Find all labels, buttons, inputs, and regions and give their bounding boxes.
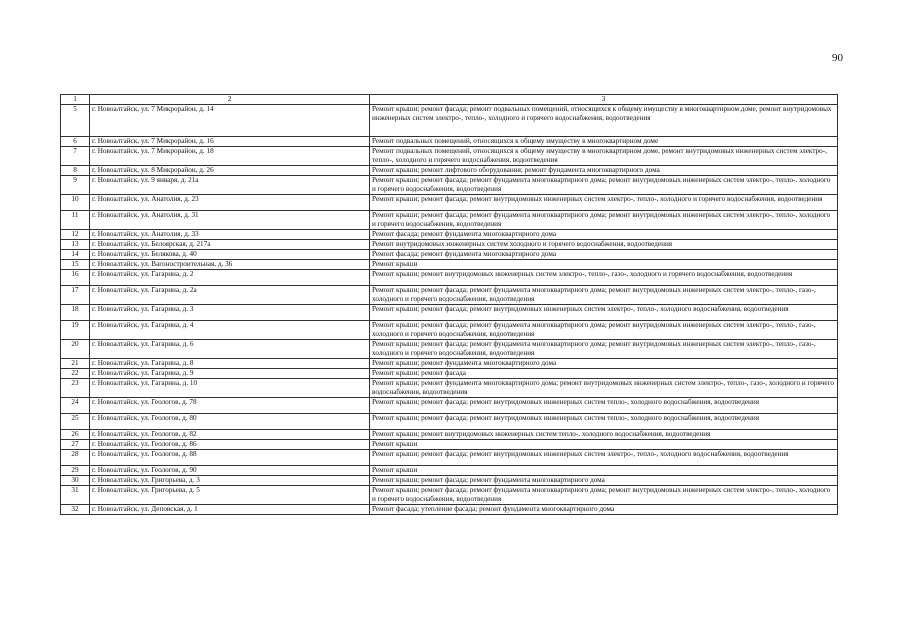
row-works: Ремонт подвальных помещений, относящихся к общему имуществу в многоквартирном доме, ремонт внутридомовых инженерных систем электро-, тепло-, холодного и горячего водоснабжения, водоотведения — [370, 147, 838, 166]
table-row — [61, 270, 838, 286]
table-row — [61, 440, 838, 450]
row-number: 14 — [61, 250, 90, 260]
table-row — [61, 450, 838, 466]
row-address: г. Новоалтайск, ул. Белоярская, д. 217а — [90, 240, 370, 250]
row-number: 12 — [61, 230, 90, 240]
row-number: 6 — [61, 137, 90, 147]
row-address: г. Новоалтайск, ул. Анатолия, д. 33 — [90, 230, 370, 240]
row-works: Ремонт крыши; ремонт фасада; ремонт фундамента многоквартирного дома; ремонт внутридомовых инженерных систем электро-, тепло-, холодного и горячего водоснабжения, водоотведения — [370, 211, 838, 230]
page-number: 90 — [832, 52, 843, 64]
table-row — [61, 305, 838, 321]
table-row — [61, 260, 838, 270]
row-number: 29 — [61, 466, 90, 476]
row-number: 31 — [61, 486, 90, 505]
row-number: 18 — [61, 305, 90, 321]
row-works: Ремонт крыши; ремонт фасада; ремонт внутридомовых инженерных систем электро-, тепло-, холодного водоснабжения, водоотведения — [370, 450, 838, 466]
row-address: г. Новоалтайск, ул. Гагарина, д. 9 — [90, 369, 370, 379]
table-row — [61, 211, 838, 230]
row-address: г. Новоалтайск, ул. 8 Микрорайон, д. 26 — [90, 166, 370, 176]
table-row — [61, 166, 838, 176]
table-row — [61, 379, 838, 398]
row-address: г. Новоалтайск, ул. Анатолия, д. 23 — [90, 195, 370, 211]
row-works: Ремонт крыши; ремонт фасада; ремонт фундамента многоквартирного дома; ремонт внутридомовых инженерных систем электро-, тепло-, холодного и горячего водоснабжения, водоотведения — [370, 176, 838, 195]
table-row — [61, 466, 838, 476]
row-works: Ремонт подвальных помещений, относящихся к общему имуществу в многоквартирном доме — [370, 137, 838, 147]
row-number: 16 — [61, 270, 90, 286]
row-address: г. Новоалтайск, ул. Гагарина, д. 2а — [90, 286, 370, 305]
table-row — [61, 105, 838, 137]
row-works: Ремонт крыши; ремонт фасада; ремонт фундамента многоквартирного дома; ремонт внутридомовых инженерных систем электро-, тепло-, газо-, холодного и горячего водоснабжения, водоотведения — [370, 321, 838, 340]
row-works: Ремонт крыши; ремонт фундамента многоквартирного дома; ремонт внутридомовых инженерных систем электро-, тепло-, газо-, холодного и горячего водоснабжения, водоотведения — [370, 379, 838, 398]
row-works: Ремонт крыши; ремонт фасада; ремонт внутридомовых инженерных систем тепло-, холодного водоснабжения, водоотведения — [370, 414, 838, 430]
row-works: Ремонт крыши; ремонт лифтового оборудования; ремонт фундамента многоквартирного дома — [370, 166, 838, 176]
row-address: г. Новоалтайск, ул. Григорьева, д. 5 — [90, 486, 370, 505]
row-address: г. Новоалтайск, ул. Гагарина, д. 3 — [90, 305, 370, 321]
row-number: 7 — [61, 147, 90, 166]
row-number: 26 — [61, 430, 90, 440]
row-works: Ремонт крыши — [370, 440, 838, 450]
row-number: 19 — [61, 321, 90, 340]
row-address: г. Новоалтайск, ул. Вагоностроительная, д. 36 — [90, 260, 370, 270]
row-number: 10 — [61, 195, 90, 211]
table-row — [61, 176, 838, 195]
table-row — [61, 369, 838, 379]
row-number: 8 — [61, 166, 90, 176]
row-address: г. Новоалтайск, ул. Гагарина, д. 10 — [90, 379, 370, 398]
row-number: 27 — [61, 440, 90, 450]
row-number: 25 — [61, 414, 90, 430]
row-address: г. Новоалтайск, ул. Геологов, д. 86 — [90, 440, 370, 450]
table-row — [61, 147, 838, 166]
row-works: Ремонт крыши — [370, 466, 838, 476]
works-table — [60, 94, 838, 515]
row-address: г. Новоалтайск, ул. Деповская, д. 1 — [90, 505, 370, 515]
row-works: Ремонт крыши — [370, 260, 838, 270]
row-number: 5 — [61, 105, 90, 137]
table-row — [61, 505, 838, 515]
table-row — [61, 250, 838, 260]
row-works: Ремонт крыши; ремонт фасада; ремонт фундамента многоквартирного дома; ремонт внутридомовых инженерных систем электро-, тепло-, газо-, холодного и горячего водоснабжения, водоотведения — [370, 340, 838, 359]
table-row — [61, 359, 838, 369]
row-number: 20 — [61, 340, 90, 359]
table-row — [61, 340, 838, 359]
table-row — [61, 414, 838, 430]
row-address: г. Новоалтайск, ул. Геологов, д. 78 — [90, 398, 370, 414]
row-address: г. Новоалтайск, ул. Гагарина, д. 8 — [90, 359, 370, 369]
row-works: Ремонт крыши; ремонт фасада — [370, 369, 838, 379]
table-row — [61, 230, 838, 240]
table-row — [61, 240, 838, 250]
row-address: г. Новоалтайск, ул. Геологов, д. 88 — [90, 450, 370, 466]
header-cell-2: 2 — [90, 95, 370, 105]
row-address: г. Новоалтайск, ул. Геологов, д. 82 — [90, 430, 370, 440]
row-address: г. Новоалтайск, ул. Анатолия, д. 31 — [90, 211, 370, 230]
row-works: Ремонт крыши; ремонт внутридомовых инженерных систем тепло-, холодного водоснабжения, водоотведения — [370, 430, 838, 440]
row-number: 15 — [61, 260, 90, 270]
row-works: Ремонт фасада; ремонт фундамента многоквартирного дома — [370, 230, 838, 240]
table-row — [61, 321, 838, 340]
row-works: Ремонт фасада; утепление фасада; ремонт фундамента многоквартирного дома — [370, 505, 838, 515]
row-works: Ремонт крыши; ремонт фасада; ремонт подвальных помещений, относящихся к общему имуществу в многоквартирном доме, ремонт внутридомовых инженерных систем электро-, тепло-, холодного и горячего водоснабжения, водоотведения — [370, 105, 838, 137]
row-works: Ремонт крыши; ремонт внутридомовых инженерных систем электро-, тепло-, газо-, холодного и горячего водоснабжения, водоотведения — [370, 270, 838, 286]
row-address: г. Новоалтайск, ул. Григорьева, д. 3 — [90, 476, 370, 486]
row-works: Ремонт внутридомовых инженерных систем холодного и горячего водоснабжения, водоотведения — [370, 240, 838, 250]
row-number: 17 — [61, 286, 90, 305]
row-address: г. Новоалтайск, ул. 7 Микрорайон, д. 18 — [90, 147, 370, 166]
table-header-row — [61, 95, 838, 105]
row-number: 23 — [61, 379, 90, 398]
row-address: г. Новоалтайск, ул. Белякова, д. 40 — [90, 250, 370, 260]
row-number: 9 — [61, 176, 90, 195]
table-row — [61, 137, 838, 147]
row-number: 13 — [61, 240, 90, 250]
row-address: г. Новоалтайск, ул. 9 января, д. 21а — [90, 176, 370, 195]
row-works: Ремонт крыши; ремонт фасада; ремонт фундамента многоквартирного дома; ремонт внутридомовых инженерных систем электро-, тепло-, холодного и горячего водоснабжения, водоотведения — [370, 486, 838, 505]
row-address: г. Новоалтайск, ул. Геологов, д. 80 — [90, 414, 370, 430]
header-cell-3: 3 — [370, 95, 838, 105]
table-row — [61, 430, 838, 440]
header-cell-1: 1 — [61, 95, 90, 105]
row-number: 22 — [61, 369, 90, 379]
row-works: Ремонт крыши; ремонт фасада; ремонт фундамента многоквартирного дома; ремонт внутридомовых инженерных систем электро-, тепло-, газо-, холодного и горячего водоснабжения, водоотведения — [370, 286, 838, 305]
row-works: Ремонт крыши; ремонт фасада; ремонт внутридомовых инженерных систем электро-, тепло-, холодного водоснабжения, водоотведения — [370, 305, 838, 321]
table-row — [61, 486, 838, 505]
row-address: г. Новоалтайск, ул. Геологов, д. 90 — [90, 466, 370, 476]
table-row — [61, 286, 838, 305]
row-address: г. Новоалтайск, ул. Гагарина, д. 6 — [90, 340, 370, 359]
row-works: Ремонт крыши; ремонт фасада; ремонт внутридомовых инженерных систем тепло-, холодного водоснабжения, водоотведения — [370, 398, 838, 414]
row-number: 32 — [61, 505, 90, 515]
row-address: г. Новоалтайск, ул. Гагарина, д. 4 — [90, 321, 370, 340]
row-number: 30 — [61, 476, 90, 486]
row-works: Ремонт крыши; ремонт фасада; ремонт внутридомовых инженерных систем электро-, тепло-, холодного и горячего водоснабжения, водоотведения — [370, 195, 838, 211]
row-number: 24 — [61, 398, 90, 414]
row-address: г. Новоалтайск, ул. 7 Микрорайон, д. 14 — [90, 105, 370, 137]
row-works: Ремонт крыши; ремонт фасада; ремонт фундамента многоквартирного дома — [370, 476, 838, 486]
row-number: 21 — [61, 359, 90, 369]
row-address: г. Новоалтайск, ул. Гагарина, д. 2 — [90, 270, 370, 286]
table-row — [61, 398, 838, 414]
row-works: Ремонт крыши; ремонт фундамента многоквартирного дома — [370, 359, 838, 369]
table-row — [61, 195, 838, 211]
row-number: 11 — [61, 211, 90, 230]
table-row — [61, 476, 838, 486]
row-works: Ремонт фасада; ремонт фундамента многоквартирного дома — [370, 250, 838, 260]
row-address: г. Новоалтайск, ул. 7 Микрорайон, д. 16 — [90, 137, 370, 147]
row-number: 28 — [61, 450, 90, 466]
